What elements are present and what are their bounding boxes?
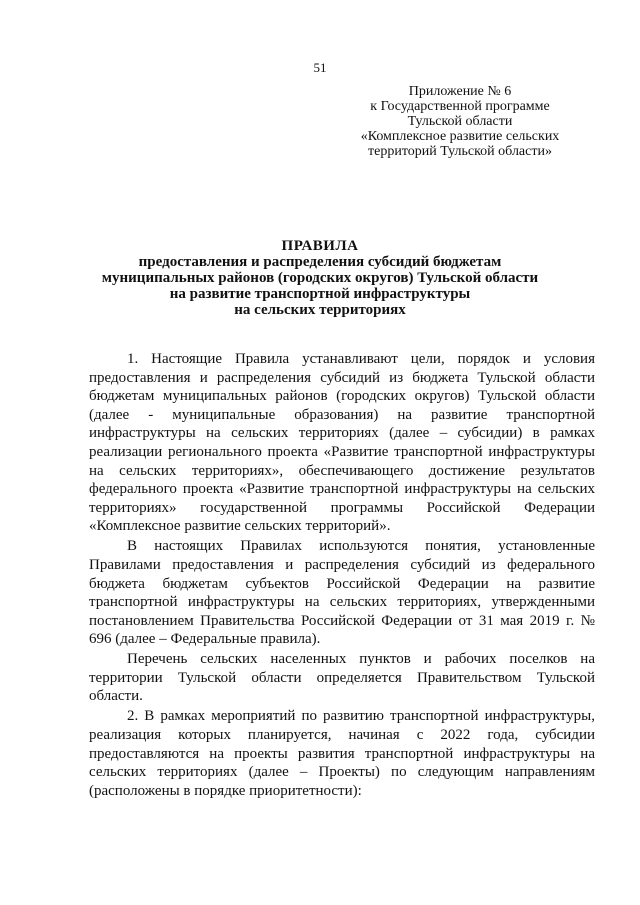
paragraph-3: Перечень сельских населенных пунктов и рабочих поселков на территории Тульской области определяется Правительством Тульской области. — [89, 651, 595, 705]
paragraph-2: В настоящих Правилах используются понятия, установленные Правилами предоставления и распределения субсидий из федерального бюджета бюджетам субъектов Российской Федерации на развитие транспортной инфраструктуры на сельских территориях, утвержденными постановлением Правительства Российской Федерации от 31 мая 2019 г. № 696 (далее – Федеральные правила). — [89, 538, 595, 648]
paragraph-4: 2. В рамках мероприятий по развитию транспортной инфраструктуры, реализация которых планируется, начиная с 2022 года, субсидии предоставляются на проекты развития транспортной инфраструктуры на сельских территориях (далее – Проекты) по следующим направлениям (расположены в порядке приоритетности): — [89, 708, 595, 799]
title-line: предоставления и распределения субсидий бюджетам — [138, 254, 502, 270]
appendix-header — [330, 84, 590, 159]
title-line: на развитие транспортной инфраструктуры — [169, 286, 471, 302]
document-title — [60, 238, 580, 318]
title-line: муниципальных районов (городских округов) Тульской области — [101, 270, 539, 286]
document-body — [89, 350, 595, 802]
title-main: ПРАВИЛА — [281, 238, 359, 254]
appendix-line: Тульской области — [407, 114, 513, 129]
title-line: на сельских территориях — [234, 302, 406, 318]
appendix-line: «Комплексное развитие сельских — [360, 129, 560, 144]
appendix-line: к Государственной программе — [370, 99, 550, 114]
paragraph-1: 1. Настоящие Правила устанавливают цели, порядок и условия предоставления и распределения субсидий из бюджета Тульской области бюджетам муниципальных районов (городских округов) Тульской области (далее - муниципальные образования) на развитие транспортной инфраструктуры на сельских территориях (далее – субсидии) в рамках реализации регионального проекта «Развитие транспортной инфраструктуры на сельских территориях», обеспечивающего достижение результатов федерального проекта «Развитие транспортной инфраструктуры на сельских территориях» государственной программы Российской Федерации «Комплексное развитие сельских территорий». — [89, 351, 595, 535]
appendix-line: Приложение № 6 — [408, 84, 512, 99]
appendix-line: территорий Тульской области» — [368, 144, 552, 159]
page-number: 51 — [313, 60, 327, 75]
